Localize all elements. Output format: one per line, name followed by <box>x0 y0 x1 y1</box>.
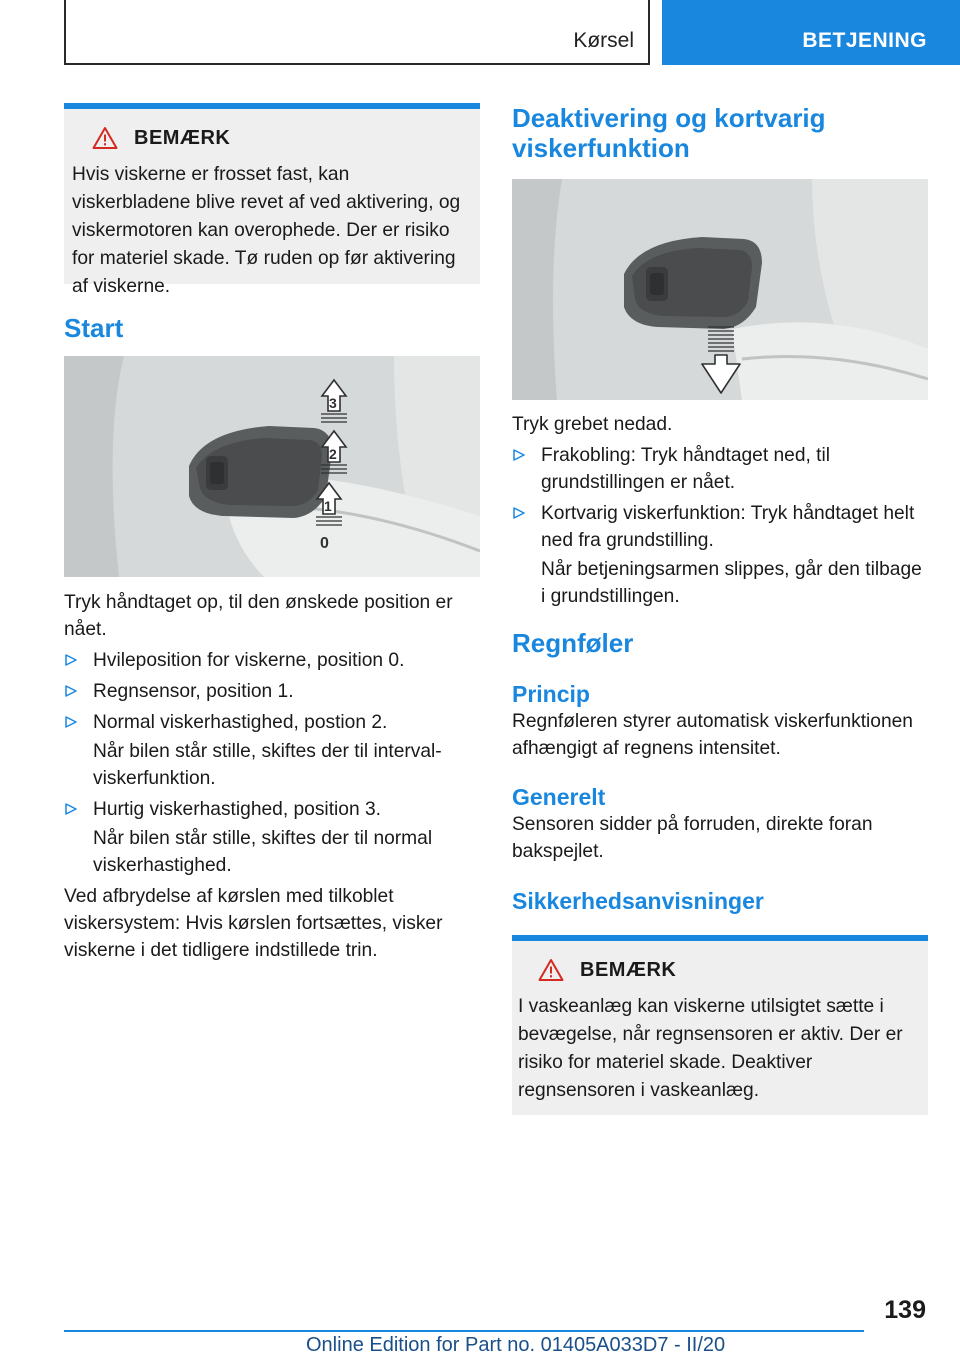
warning-note-text: I vaskeanlæg kan viskerne utilsigtet sætte i bevægelse, når regnsensoren er aktiv. Der er risiko for materiel skade. Deaktiver regnsensoren i vaskeanlæg. <box>518 996 903 1101</box>
list-item-text: Frakobling: Tryk håndtaget ned, til grundstillingen er nået. <box>541 445 831 493</box>
triangle-bullet-icon <box>64 802 78 816</box>
start-heading: Start <box>64 313 124 343</box>
list-item <box>64 647 480 674</box>
deactivation-heading: Deaktivering og kortvarig viskerfunktion <box>512 103 826 163</box>
list-item-text: Kortvarig viskerfunktion: Tryk håndtaget helt ned fra grundstilling. <box>541 503 915 551</box>
deactivation-list <box>512 442 928 610</box>
list-item-note: Når bilen står stille, skiftes der til interval-viskerfunktion. <box>93 741 442 789</box>
list-item-note: Når bilen står stille, skiftes der til normal viskerhastighed. <box>93 828 433 876</box>
warning-note-header <box>92 123 470 153</box>
warning-note <box>512 935 928 1115</box>
left-column <box>64 103 480 964</box>
header-chapter: Kørsel <box>573 29 634 52</box>
wiper-lever-down-illustration <box>512 179 928 400</box>
list-item <box>512 500 928 610</box>
footer-edition: Online Edition for Part no. 01405A033D7 - II/20 <box>306 1334 726 1356</box>
figure-label-1: 1 <box>324 498 332 514</box>
list-item-text: Regnsensor, position 1. <box>93 681 294 702</box>
triangle-bullet-icon <box>512 448 526 462</box>
page-number: 139 <box>884 1296 926 1324</box>
footer-divider <box>64 1330 864 1332</box>
list-item <box>64 709 480 792</box>
list-item <box>64 796 480 879</box>
list-item-text: Normal viskerhastighed, postion 2. <box>93 712 388 733</box>
list-item-text: Hvileposition for viskerne, position 0. <box>93 650 405 671</box>
safety-heading: Sikkerhedsanvisninger <box>512 888 764 914</box>
warning-triangle-icon <box>538 958 564 982</box>
header-section-tab <box>662 0 960 65</box>
start-intro: Tryk håndtaget op, til den ønskede position er nået. <box>64 592 453 640</box>
right-column <box>512 103 928 1115</box>
triangle-bullet-icon <box>64 653 78 667</box>
header-chapter-tab <box>64 0 650 65</box>
figure-label-3: 3 <box>329 395 337 411</box>
triangle-bullet-icon <box>64 684 78 698</box>
header-section: BETJENING <box>802 29 927 52</box>
general-heading: Generelt <box>512 784 606 810</box>
warning-triangle-icon <box>92 126 118 150</box>
list-item <box>64 678 480 705</box>
general-text: Sensoren sidder på forruden, direkte foran bakspejlet. <box>512 814 873 862</box>
list-item-text: Hurtig viskerhastighed, position 3. <box>93 799 381 820</box>
list-item-note: Når betjeningsarmen slippes, går den tilbage i grundstillingen. <box>541 559 922 607</box>
triangle-bullet-icon <box>512 506 526 520</box>
rain-sensor-heading: Regnføler <box>512 628 634 658</box>
warning-note-label: BEMÆRK <box>134 126 231 149</box>
wiper-lever-up-illustration <box>64 356 480 577</box>
start-position-list <box>64 647 480 879</box>
wiper-lever-down-figure <box>512 179 928 400</box>
figure-label-0: 0 <box>320 535 329 552</box>
warning-note <box>64 103 480 297</box>
start-closing: Ved afbrydelse af kørslen med tilkoblet viskersystem: Hvis kørslen fortsættes, visker viskerne i det tidligere indstillede trin. <box>64 886 443 961</box>
principle-heading: Princip <box>512 681 590 707</box>
deactivation-intro: Tryk grebet nedad. <box>512 414 673 435</box>
warning-note-label: BEMÆRK <box>580 958 677 981</box>
list-item <box>512 442 928 496</box>
warning-note-header <box>538 955 918 985</box>
figure-label-2: 2 <box>329 446 337 462</box>
triangle-bullet-icon <box>64 715 78 729</box>
wiper-lever-up-figure <box>64 356 480 577</box>
warning-note-text: Hvis viskerne er frosset fast, kan viskerbladene blive revet af ved aktivering, og viskermotoren kan overophede. Der er risiko for materiel skade. Tø ruden op før aktivering af viskerne. <box>72 164 461 297</box>
principle-text: Regnføleren styrer automatisk viskerfunktionen afhængigt af regnens intensitet. <box>512 711 913 759</box>
